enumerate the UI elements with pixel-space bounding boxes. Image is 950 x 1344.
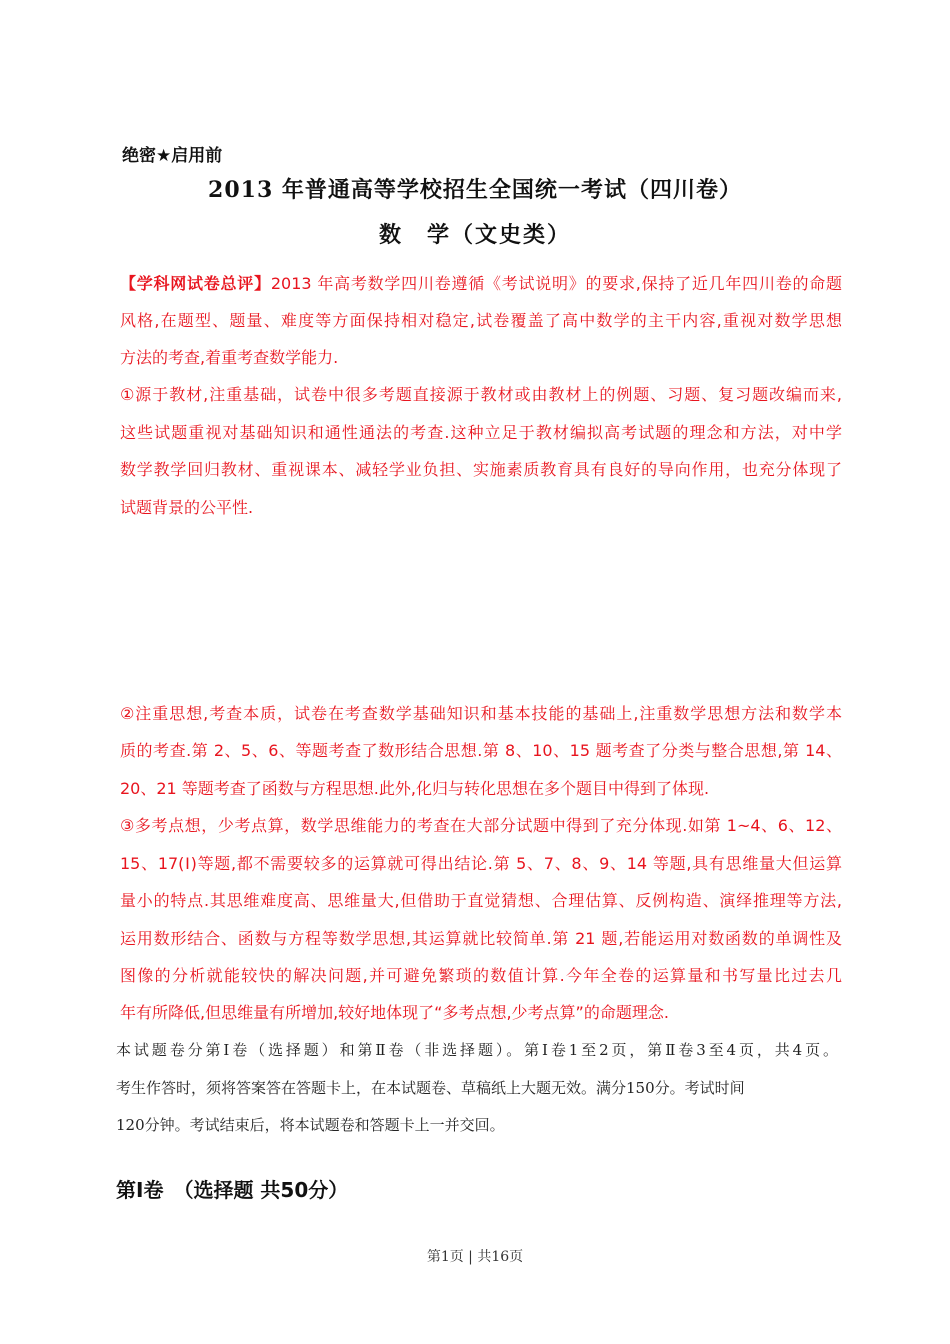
review-line: 量小的特点.其思维难度高、思维量大,但借助于直觉猜想、合理估算、反例构造、演绎推理等方法,: [120, 891, 842, 910]
instructions-line: 考生作答时，须将答案答在答题卡上，在本试题卷、草稿纸上大题无效。满分150分。考试时间: [116, 1079, 745, 1097]
page-footer: 第1页 | 共16页: [426, 1249, 524, 1265]
review-line: 年有所降低,但思维量有所增加,较好地体现了“多考点想,少考点算”的命题理念.: [120, 1003, 669, 1022]
review-line: 15、17(Ⅰ)等题,都不需要较多的运算就可得出结论.第 5、7、8、9、14 等题,具有思维量大但运算: [120, 854, 842, 873]
review-line: 质的考查.第 2、5、6、等题考查了数形结合思想.第 8、10、15 题考查了分类与整合思想,第 14、: [120, 741, 842, 760]
exam-title: 2013 年普通高等学校招生全国统一考试（四川卷）: [208, 177, 742, 203]
review-line: 这些试题重视对基础知识和通性通法的考查.这种立足于教材编拟高考试题的理念和方法，对中学: [120, 423, 842, 442]
review-line: ②注重思想,考查本质，试卷在考查数学基础知识和基本技能的基础上,注重数学思想方法和数学本: [120, 704, 842, 723]
review-line: 风格,在题型、题量、难度等方面保持相对稳定,试卷覆盖了高中数学的主干内容,重视对数学思想: [120, 311, 842, 330]
review-line: 图像的分析就能较快的解决问题,并可避免繁琐的数值计算.今年全卷的运算量和书写量比过去几: [120, 966, 842, 985]
review-line: 20、21 等题考查了函数与方程思想.此外,化归与转化思想在多个题目中得到了体现.: [120, 779, 710, 798]
review-line: 数学教学回归教材、重视课本、减轻学业负担、实施素质教育具有良好的导向作用，也充分体现了: [120, 460, 842, 479]
confidential-label: 绝密★启用前: [122, 146, 223, 166]
review-tag: 【学科网试卷总评】: [120, 274, 271, 293]
review-line: ①源于教材,注重基础，试卷中很多考题直接源于教材或由教材上的例题、习题、复习题改编而来,: [120, 385, 842, 404]
exam-subtitle: 数 学（文史类）: [378, 222, 571, 248]
review-line: [120, 271, 842, 294]
review-text: 2013 年高考数学四川卷遵循《考试说明》的要求,保持了近几年四川卷的命题: [270, 274, 842, 293]
review-line: 方法的考查,着重考查数学能力.: [120, 348, 339, 367]
review-line: 运用数形结合、函数与方程等数学思想,其运算就比较简单.第 21 题,若能运用对数函数的单调性及: [120, 929, 842, 948]
instructions-line: 120分钟。考试结束后，将本试题卷和答题卡上一并交回。: [116, 1116, 505, 1134]
review-line: 试题背景的公平性.: [120, 498, 254, 517]
instructions-line: 本试题卷分第Ⅰ卷（选择题）和第Ⅱ卷（非选择题）。第Ⅰ卷1至2页，第Ⅱ卷3至4页，共4页。: [116, 1041, 838, 1059]
review-line: ③多考点想，少考点算，数学思维能力的考查在大部分试题中得到了充分体现.如第 1~4、6、12、: [120, 816, 842, 835]
section-heading: 第Ⅰ卷 （选择题 共50分）: [116, 1178, 349, 1202]
